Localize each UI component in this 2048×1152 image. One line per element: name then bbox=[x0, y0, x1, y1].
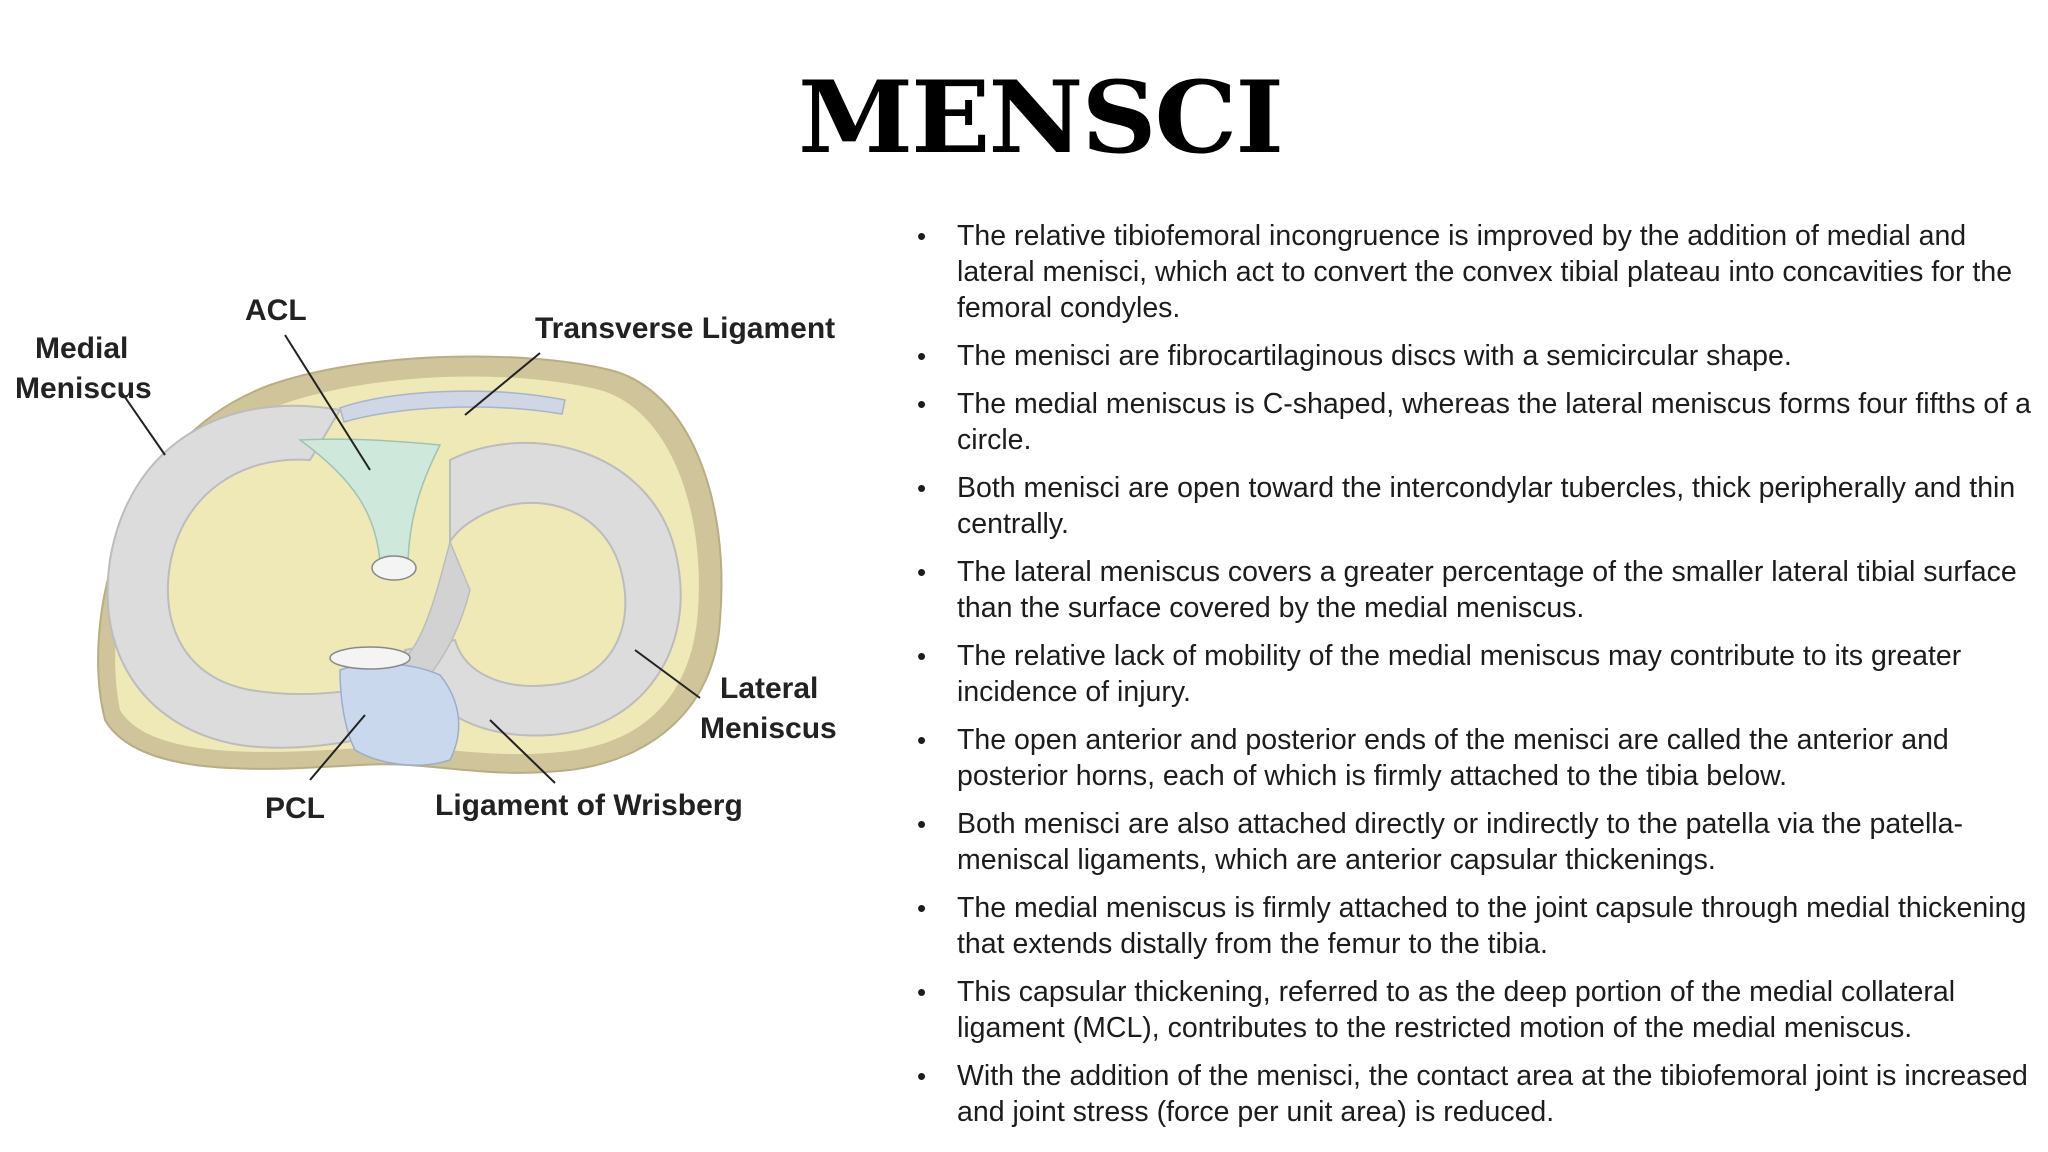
pcl-ligament bbox=[340, 664, 459, 766]
bullet-item: • The medial meniscus is firmly attached to the joint capsule through medial thickening that extends distally from the femur to the tibia. bbox=[915, 890, 2035, 962]
label-medial-line2: Meniscus bbox=[15, 372, 152, 405]
bullet-item: • The relative tibiofemoral incongruence is improved by the addition of medial and lateral menisci, which act to convert the convex tibial plateau into concavities for the femoral condyles. bbox=[915, 218, 2035, 326]
bullet-item: • Both menisci are open toward the intercondylar tubercles, thick peripherally and thin centrally. bbox=[915, 470, 2035, 542]
bullet-item: • This capsular thickening, referred to as the deep portion of the medial collateral ligament (MCL), contributes to the restricted motion of the medial meniscus. bbox=[915, 974, 2035, 1046]
bullet-item: • The medial meniscus is C-shaped, whereas the lateral meniscus forms four fifths of a circle. bbox=[915, 386, 2035, 458]
bullet-item: • The open anterior and posterior ends of the menisci are called the anterior and posterior horns, each of which is firmly attached to the tibia below. bbox=[915, 722, 2035, 794]
bullet-item: • The menisci are fibrocartilaginous discs with a semicircular shape. bbox=[915, 338, 2035, 374]
label-pcl: PCL bbox=[265, 792, 325, 825]
label-lateral-line2: Meniscus bbox=[700, 712, 837, 745]
bullet-item: • With the addition of the menisci, the contact area at the tibiofemoral joint is increased and joint stress (force per unit area) is reduced. bbox=[915, 1058, 2035, 1130]
slide-title: MENSCI bbox=[798, 59, 1282, 176]
label-wrisberg: Ligament of Wrisberg bbox=[435, 789, 743, 822]
meniscus-illustration bbox=[10, 290, 880, 850]
meniscus-diagram bbox=[10, 290, 880, 850]
bullet-item: • The relative lack of mobility of the medial meniscus may contribute to its greater incidence of injury. bbox=[915, 638, 2035, 710]
bullet-item: • Both menisci are also attached directly or indirectly to the patella via the patella-meniscal ligaments, which are anterior capsular thickenings. bbox=[915, 806, 2035, 878]
label-acl: ACL bbox=[245, 294, 307, 327]
label-lateral-line1: Lateral bbox=[720, 672, 819, 705]
label-transverse: Transverse Ligament bbox=[535, 312, 836, 345]
label-medial-line1: Medial bbox=[35, 332, 129, 365]
acl-attachment bbox=[372, 556, 416, 580]
bullet-item: • The lateral meniscus covers a greater percentage of the smaller lateral tibial surface than the surface covered by the medial meniscus. bbox=[915, 554, 2035, 626]
bullet-list bbox=[915, 218, 2035, 1142]
pcl-attachment bbox=[330, 647, 410, 669]
